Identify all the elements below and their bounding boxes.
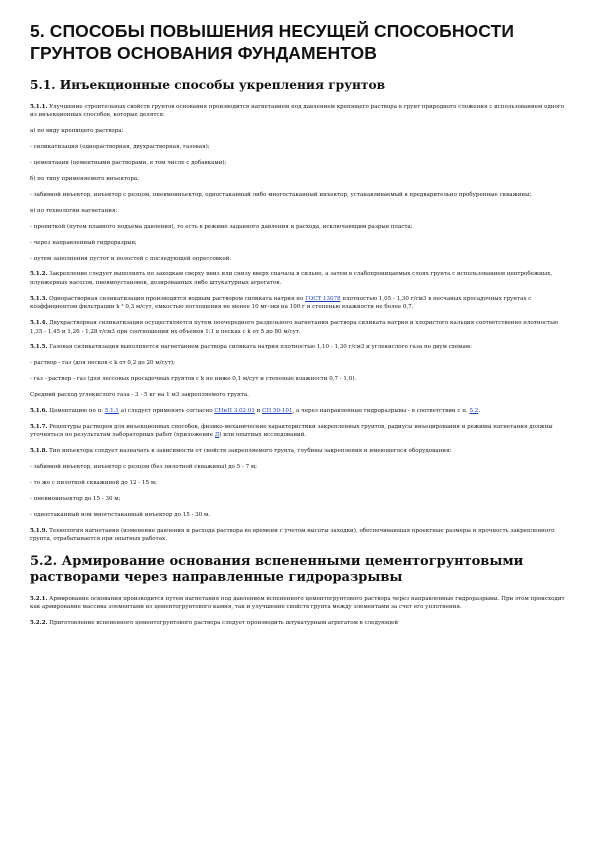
list-item: - забивной инъектор, инъектор с резцом (без пилотной скважины) до 5 - 7 м; [30,464,258,471]
list-item: - путем заполнения пустот и полостей с последующей опрессовкой. [30,255,232,262]
paragraph-5-1-9: 5.1.9. Технология нагнетания (изменение давления и расхода раствора во времени с учетом высоты заходки), обеспечивающая проектные размеры и прочность закрепленного грунта, отрабатывается при опытных работах. [30,527,555,543]
paragraph-5-1-5: 5.1.5. Газовая силикатизация выполняется нагнетанием раствора силиката натрия плотностью 1,10 - 1,30 г/см3 и углекислого газа по двум схемам: [30,344,472,351]
paragraph-5-2-2: 5.2.2. Приготовление вспененного цементогрунтового раствора следует производить штукатурным агрегатом в следующей [30,619,399,626]
snip-3-02-01-link[interactable]: СНиП 3.02.01 [214,408,255,415]
section-heading-5-2: 5.2. Армирование основания вспененными цементогрунтовыми растворами через направленные гидроразрывы [30,553,524,585]
list-item: - газ - раствор - газ (для лессовых просадочных грунтов с k не ниже 0,1 м/сут и степенью влажности 0,7 - 1,0). [30,376,357,383]
clause-5-2-link[interactable]: 5.2 [469,408,479,415]
list-item: - то же с пилотной скважиной до 12 - 15 м; [30,480,157,487]
list-header-injector-type: б) по типу применяемого инъектора: [30,176,140,183]
list-item: - одностаканный или многостаканный инъектор до 15 - 30 м. [30,511,211,518]
appendix-d-link[interactable]: Д [214,432,220,439]
paragraph-5-2-1: 5.2.1. Армирование основания производится путем нагнетания под давлением вспененного цементогрунтового раствора через направленные гидроразрывы. При этом происходит как армирование массива элементами из цементогрунтового камня, так и улучшение свойств грунта между элементами за счет его уплотнения. [30,595,565,610]
list-header-fixing-solution: а) по виду крепящего раствора: [30,128,124,135]
gost-13078-link[interactable]: ГОСТ 13078 [305,295,341,302]
section-heading-5-1: 5.1. Инъекционные способы укрепления грунтов [30,78,386,92]
sp-50-101-link[interactable]: СП 50-101 [262,408,293,415]
paragraph-5-1-1: 5.1.1. Улучшение строительных свойств грунтов основания производится нагнетанием под давлением крепящего раствора в грунт природного сложения с использованием одного из инъекционных способов, которые делятся: [30,104,565,119]
paragraph-5-1-7: 5.1.7. Рецептуры растворов для инъекционных способов, физико-механические характеристики закрепленных грунтов, радиусы инъецирования и режимы нагнетания должны уточняться по результатам лабораторных работ (приложение Д) или опытных исследований. [30,423,553,439]
list-header-technology: в) по технологии нагнетания: [30,207,118,214]
list-item: - через направленный гидроразрыв; [30,239,137,246]
list-item: - силикатизация (однорастворная, двухрастворная, газовая); [30,144,210,151]
list-item: - раствор - газ (для песков с k от 0,2 до 20 м/сут); [30,360,175,367]
list-item: - забивной инъектор, инъектор с резцом, пневмоинъектор, одностаканный либо многостаканный инъектор, устанавливаемый в предварительно пробуренные скважины; [30,191,532,198]
clause-5-1-1-link[interactable]: 5.1.1 [104,408,119,415]
paragraph-5-1-2: 5.1.2. Закрепление следует выполнять по заходкам сверху вниз или снизу вверх сначала в сильно, а затем в слабопроницаемых слоях грунта с использованием центробежных, плунжерных насосов, пневмоустановок, дозированных либо штукатурных агрегатов. [30,271,553,286]
page-title: 5. СПОСОБЫ ПОВЫШЕНИЯ НЕСУЩЕЙ СПОСОБНОСТИ ГРУНТОВ ОСНОВАНИЯ ФУНДАМЕНТОВ [30,21,515,63]
paragraph-5-1-8: 5.1.8. Тип инъектора следует назначать в зависимости от свойств закрепляемого грунта, глубины закрепления и имеющегося оборудования: [30,448,452,455]
list-item: - пневмоинъектор до 15 - 30 м; [30,495,121,502]
paragraph-5-1-3: 5.1.3. Однорастворная силикатизация производится водным раствором силиката натрия по ГОСТ 13078 плотностью 1,05 - 1,30 г/см3 в песчаных просадочных грунтах с коэффициентом фильтрации k ³ 0,3 м/сут, емкостью поглощения не менее 10 мг-экв на 100 г и степенью влажности не более 0,7. [30,295,532,311]
average-consumption-text: Средний расход углекислого газа - 3 - 5 кг на 1 м3 закрепляемого грунта. [30,392,249,399]
list-item: - цементация (цементными растворами, в том числе с добавками); [30,160,227,167]
paragraph-5-1-4: 5.1.4. Двухрастворная силикатизация осуществляется путем поочередного раздельного нагнетания раствора силиката натрия и хлористого кальция соответственно плотностью 1,35 - 1,45 и 1,26 - 1,28 г/см3 при соотношении их объемов 1:1 в песках с k от 5 до 80 м/сут. [30,320,558,335]
list-item: - пропиткой (путем плавного подъема давления), то есть в режиме заданного давления и расхода, исключающим разрыв пласта; [30,223,413,230]
paragraph-5-1-6: 5.1.6. Цементацию по п. 5.1.1 а) следует применять согласно СНиП 3.02.01 и СП 50-101, а через направленные гидроразрывы - в соответствии с п. 5.2. [30,408,481,415]
